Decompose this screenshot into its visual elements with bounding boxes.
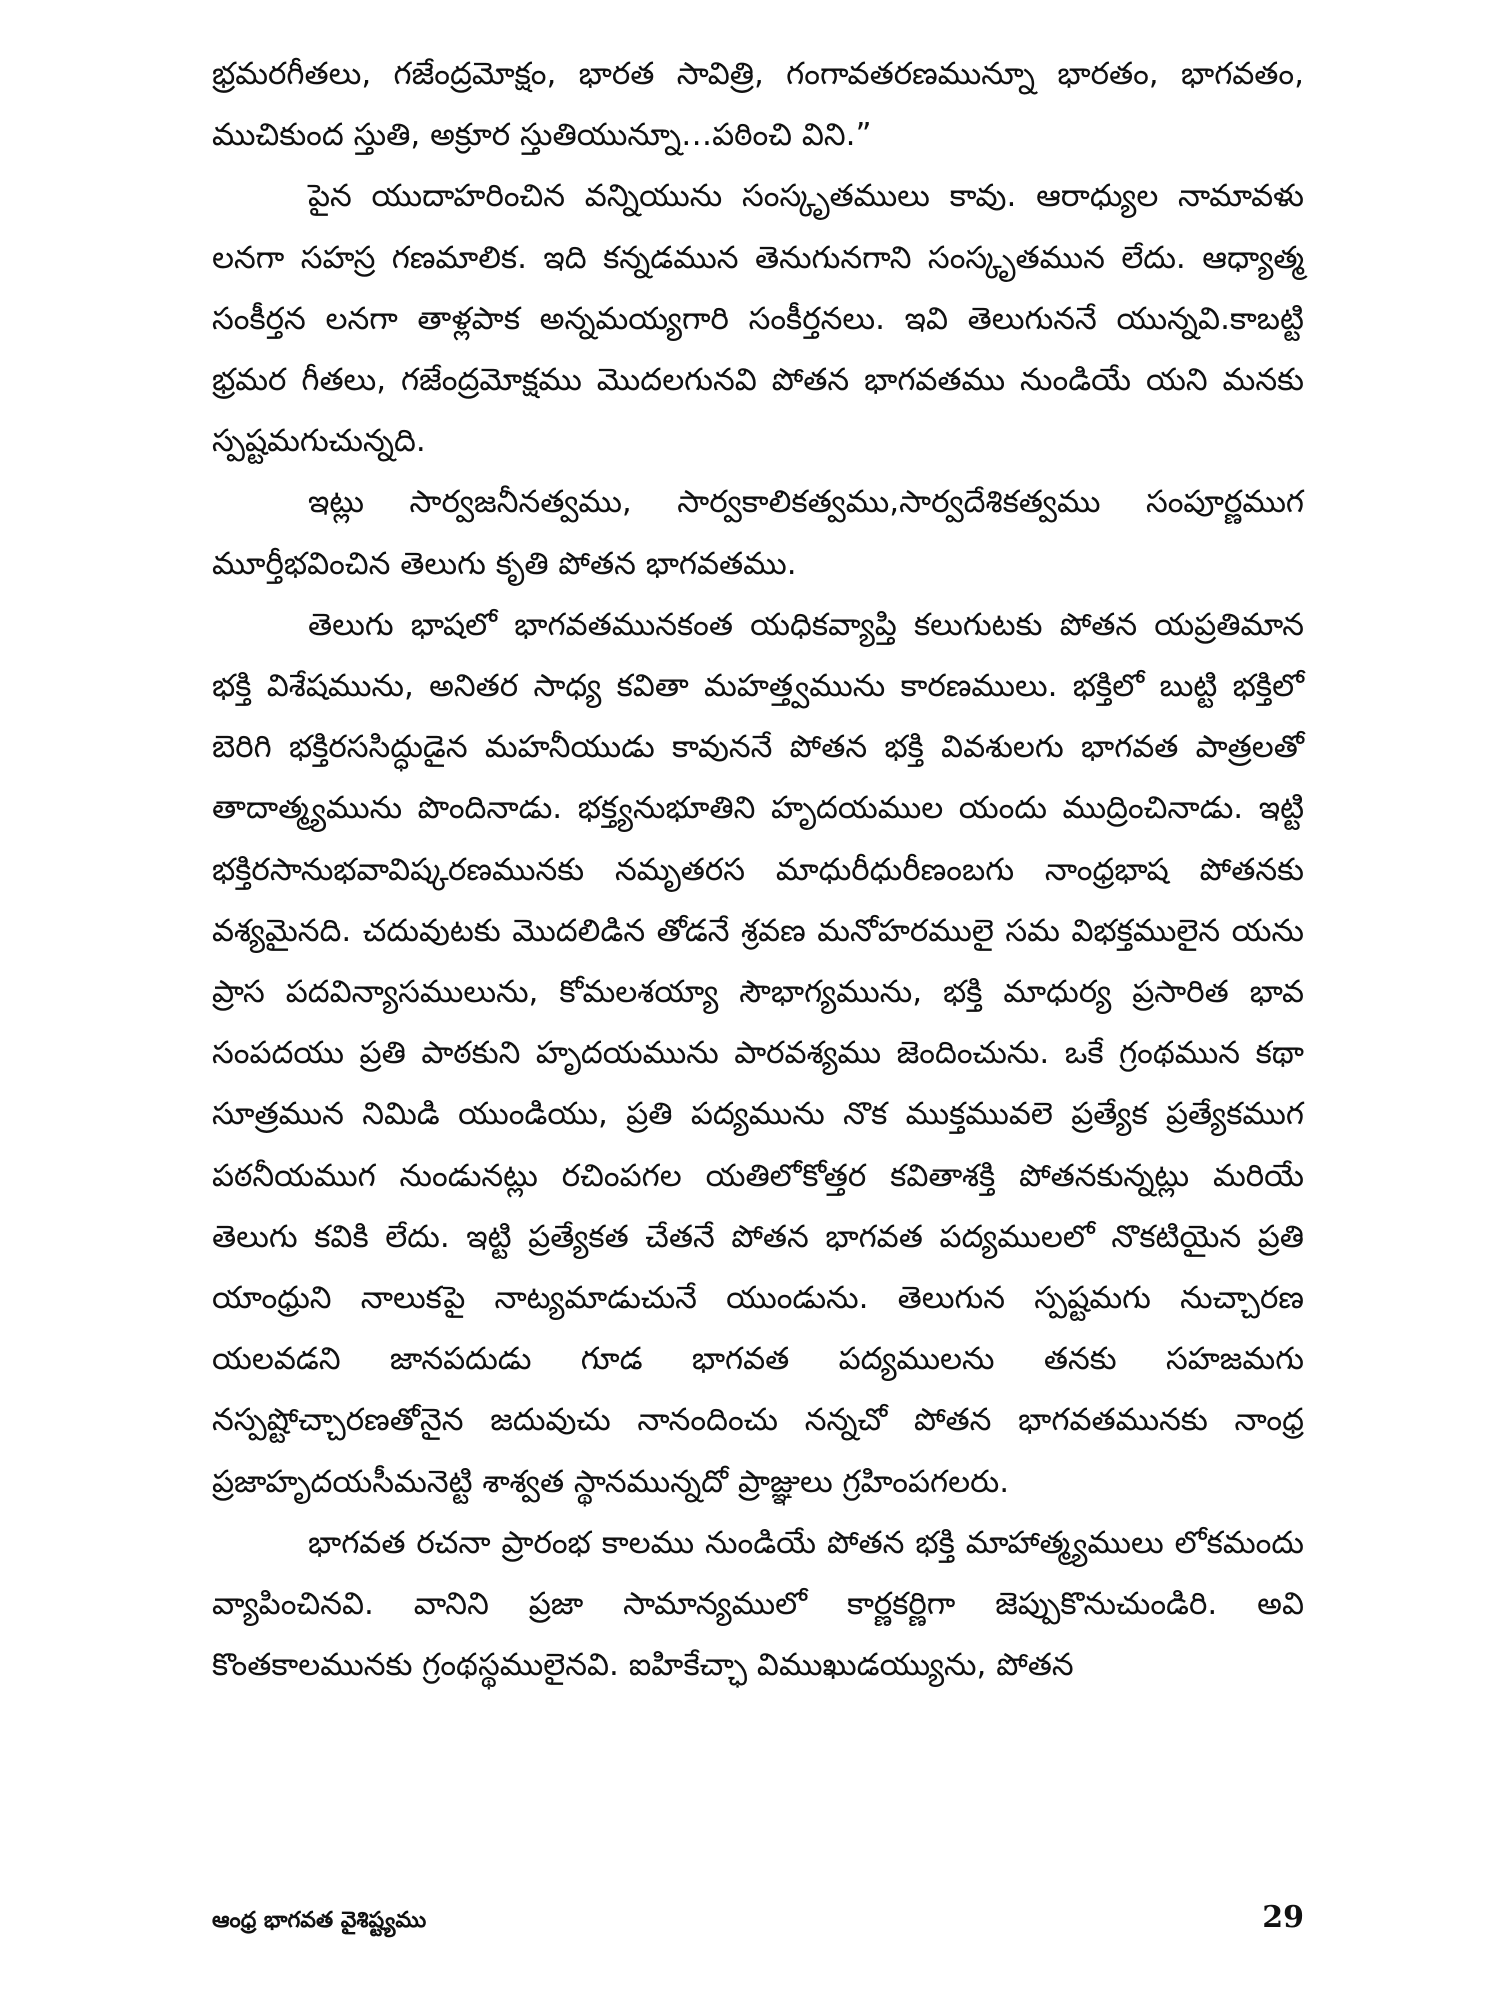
footer-book-title: ఆంధ్ర భాగవత వైశిష్ట్యము [212, 1908, 427, 1933]
paragraph-examples-not-sanskrit: పైన యుదాహరించిన వన్నియును సంస్కృతములు కావు. ఆరాధ్యుల నామావళు లనగా సహస్ర గణమాలిక. ఇది కన్నడమున తెనుగునగాని సంస్కృతమున లేదు. ఆధ్యాత్మ సంకీర్తన లనగా తాళ్లపాక అన్నమయ్యగారి సంకీర్తనలు. ఇవి తెలుగుననే యున్నవి.కాబట్టి భ్రమర గీతలు, గజేంద్రమోక్షము మొదలగునవి పోతన భాగవతము నుండియే యని మనకు స్పష్టమగుచున్నది. [212, 178, 1304, 460]
paragraph-spread-of-bhagavatam: భాగవత రచనా ప్రారంభ కాలము నుండియే పోతన భక్తి మాహాత్మ్యములు లోకమందు వ్యాపించినవి. వానిని ప్రజా సామాన్యములో కార్ణకర్ణిగా జెప్పుకొనుచుండిరి. అవి కొంతకాలమునకు గ్రంథస్థములైనవి. ఐహికేచ్ఛా విముఖుడయ్యును, పోతన [212, 1524, 1304, 1684]
page-footer [212, 1900, 1304, 1950]
paragraph-universality: ఇట్లు సార్వజనీనత్వము, సార్వకాలికత్వము,సార్వదేశికత్వము సంపూర్ణముగ మూర్తీభవించిన తెలుగు కృతి పోతన భాగవతము. [212, 484, 1304, 582]
paragraph-continuation: భ్రమరగీతలు, గజేంద్రమోక్షం, భారత సావిత్రి, గంగావతరణమున్నూ భారతం, భాగవతం, ముచికుంద స్తుతి, అక్రూర స్తుతియున్నూ…పఠించి విని.” [212, 56, 1304, 154]
body-text [212, 44, 1304, 1696]
page-number: 29 [1262, 1900, 1304, 1935]
paragraph-bhakti-and-poetry: తెలుగు భాషలో భాగవతమునకంత యధికవ్యాప్తి కలుగుటకు పోతన యప్రతిమాన భక్తి విశేషమును, అనితర సాధ్య కవితా మహత్త్వమును కారణములు. భక్తిలో బుట్టి భక్తిలో బెరిగి భక్తిరససిద్ధుడైన మహనీయుడు కావుననే పోతన భక్తి వివశులగు భాగవత పాత్రలతో తాదాత్మ్యమును పొందినాడు. భక్త్యనుభూతిని హృదయముల యందు ముద్రించినాడు. ఇట్టి భక్తిరసానుభవావిష్కరణమునకు నమృతరస మాధురీధురీణంబగు నాంధ్రభాష పోతనకు వశ్యమైనది. చదువుటకు మొదలిడిన తోడనే శ్రవణ మనోహరములై సమ విభక్తములైన యను ప్రాస పదవిన్యాసములును, కోమలశయ్యా సౌభాగ్యమును, భక్తి మాధుర్య ప్రసారిత భావ సంపదయు ప్రతి పాఠకుని హృదయమును పారవశ్యము జెందించును. ఒకే గ్రంథమున కథా సూత్రమున నిమిడి యుండియు, ప్రతి పద్యమును నొక ముక్తమువలె ప్రత్యేక ప్రత్యేకముగ పఠనీయముగ నుండునట్లు రచింపగల యతిలోకోత్తర కవితాశక్తి పోతనకున్నట్లు మరియే తెలుగు కవికి లేదు. ఇట్టి ప్రత్యేకత చేతనే పోతన భాగవత పద్యములలో నొకటియైన ప్రతి యాంధ్రుని నాలుకపై నాట్యమాడుచునే యుండును. తెలుగున స్పష్టమగు నుచ్చారణ యలవడని జానపదుడు గూడ భాగవత పద్యములను తనకు సహజమగు నస్పష్టోచ్చారణతోనైన జదువుచు నానందించు నన్నచో పోతన భాగవతమునకు నాంధ్ర ప్రజాహృదయసీమనెట్టి శాశ్వత స్థానమున్నదో ప్రాజ్ఞులు గ్రహింపగలరు. [212, 606, 1304, 1500]
